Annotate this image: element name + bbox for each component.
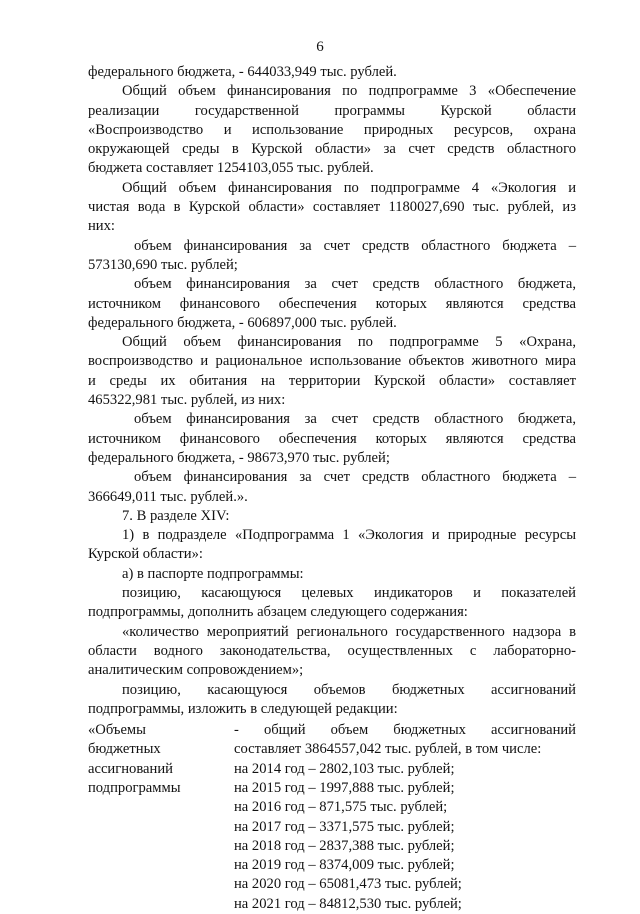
text-line: Общий объем финансирования по подпрограмме 3 «Обеспечение bbox=[122, 83, 576, 100]
text-line: Общий объем финансирования по подпрограмме 5 «Охрана, bbox=[122, 334, 576, 351]
text-line: позицию, касающуюся объемов бюджетных ассигнований bbox=[122, 681, 576, 698]
text-line: федерального бюджета, - 98673,970 тыс. рублей; bbox=[88, 449, 390, 466]
paragraph bbox=[88, 275, 576, 333]
text-line: области водного законодательства, осуществленных с лабораторно- bbox=[88, 642, 576, 659]
text-line: источником финансового обеспечения которых являются средства bbox=[88, 430, 576, 447]
budget-value-line: на 2018 год – 2837,388 тыс. рублей; bbox=[234, 837, 455, 854]
budget-value-line: на 2020 год – 65081,473 тыс. рублей; bbox=[234, 876, 462, 893]
paragraph bbox=[88, 526, 576, 565]
budget-value-line: на 2014 год – 2802,103 тыс. рублей; bbox=[234, 760, 455, 777]
text-line: источником финансового обеспечения которых являются средства bbox=[88, 295, 576, 312]
paragraph bbox=[88, 681, 576, 720]
document-body bbox=[88, 63, 576, 914]
text-line: чистая вода в Курской области» составляет 1180027,690 тыс. рублей, из bbox=[88, 199, 576, 216]
text-line: 465322,981 тыс. рублей, из них: bbox=[88, 392, 286, 409]
text-line: окружающей среды в Курской области» за счет средств областного bbox=[88, 141, 576, 158]
budget-value-line: на 2021 год – 84812,530 тыс. рублей; bbox=[234, 895, 462, 912]
budget-table bbox=[88, 721, 576, 914]
paragraph bbox=[88, 63, 576, 82]
text-line: реализации государственной программы Курской области bbox=[88, 102, 576, 119]
budget-value-line: на 2015 год – 1997,888 тыс. рублей; bbox=[234, 779, 455, 796]
text-line: объем финансирования за счет средств областного бюджета – bbox=[134, 469, 576, 486]
text-line: воспроизводство и рациональное использование объектов животного мира bbox=[88, 353, 576, 370]
budget-value-line: на 2016 год – 871,575 тыс. рублей; bbox=[234, 799, 448, 816]
text-line: 1) в подразделе «Подпрограмма 1 «Экология и природные ресурсы bbox=[122, 527, 576, 544]
text-line: 573130,690 тыс. рублей; bbox=[88, 256, 238, 273]
text-line: аналитическим сопровождением»; bbox=[88, 662, 304, 679]
text-line: Курской области»: bbox=[88, 546, 203, 563]
text-line: Общий объем финансирования по подпрограмме 4 «Экология и bbox=[122, 179, 576, 196]
text-line: объем финансирования за счет средств областного бюджета – bbox=[134, 237, 576, 254]
text-line: бюджета составляет 1254103,055 тыс. рублей. bbox=[88, 160, 374, 177]
text-line: них: bbox=[88, 218, 115, 235]
text-line: 366649,011 тыс. рублей.». bbox=[88, 488, 248, 505]
text-line: «количество мероприятий регионального государственного надзора в bbox=[122, 623, 576, 640]
budget-value-line: составляет 3864557,042 тыс. рублей, в том числе: bbox=[234, 741, 542, 758]
paragraph bbox=[88, 237, 576, 276]
text-line: «Воспроизводство и использование природных ресурсов, охрана bbox=[88, 121, 576, 138]
budget-label-line: ассигнований bbox=[88, 760, 173, 777]
text-line: федерального бюджета, - 644033,949 тыс. рублей. bbox=[88, 64, 397, 80]
text-line: федерального бюджета, - 606897,000 тыс. рублей. bbox=[88, 314, 397, 331]
budget-value-line: на 2019 год – 8374,009 тыс. рублей; bbox=[234, 857, 455, 874]
budget-value-line: на 2017 год – 3371,575 тыс. рублей; bbox=[234, 818, 455, 835]
text-line: и среды их обитания на территории Курской области» составляет bbox=[88, 372, 576, 389]
paragraph bbox=[88, 623, 576, 681]
paragraph bbox=[88, 565, 576, 584]
budget-label-line: «Объемы bbox=[88, 722, 146, 739]
budget-label-column bbox=[88, 721, 234, 914]
text-line: подпрограммы, дополнить абзацем следующего содержания: bbox=[88, 604, 468, 621]
text-line: а) в паспорте подпрограммы: bbox=[122, 565, 304, 582]
paragraph bbox=[88, 179, 576, 237]
paragraph bbox=[88, 410, 576, 468]
budget-value-line: - общий объем бюджетных ассигнований bbox=[234, 722, 576, 739]
paragraph bbox=[88, 333, 576, 410]
paragraph bbox=[88, 507, 576, 526]
paragraph bbox=[88, 468, 576, 507]
text-line: 7. В разделе XIV: bbox=[122, 507, 230, 524]
text-line: объем финансирования за счет средств областного бюджета, bbox=[134, 276, 576, 293]
budget-label-line: подпрограммы bbox=[88, 779, 181, 796]
page-number: 6 bbox=[316, 39, 324, 55]
budget-value-column bbox=[234, 721, 576, 914]
text-line: объем финансирования за счет средств областного бюджета, bbox=[134, 411, 576, 428]
budget-label-line: бюджетных bbox=[88, 741, 161, 758]
paragraph bbox=[88, 82, 576, 178]
paragraph bbox=[88, 584, 576, 623]
text-line: подпрограммы, изложить в следующей редакции: bbox=[88, 700, 398, 717]
text-line: позицию, касающуюся целевых индикаторов и показателей bbox=[122, 585, 576, 602]
